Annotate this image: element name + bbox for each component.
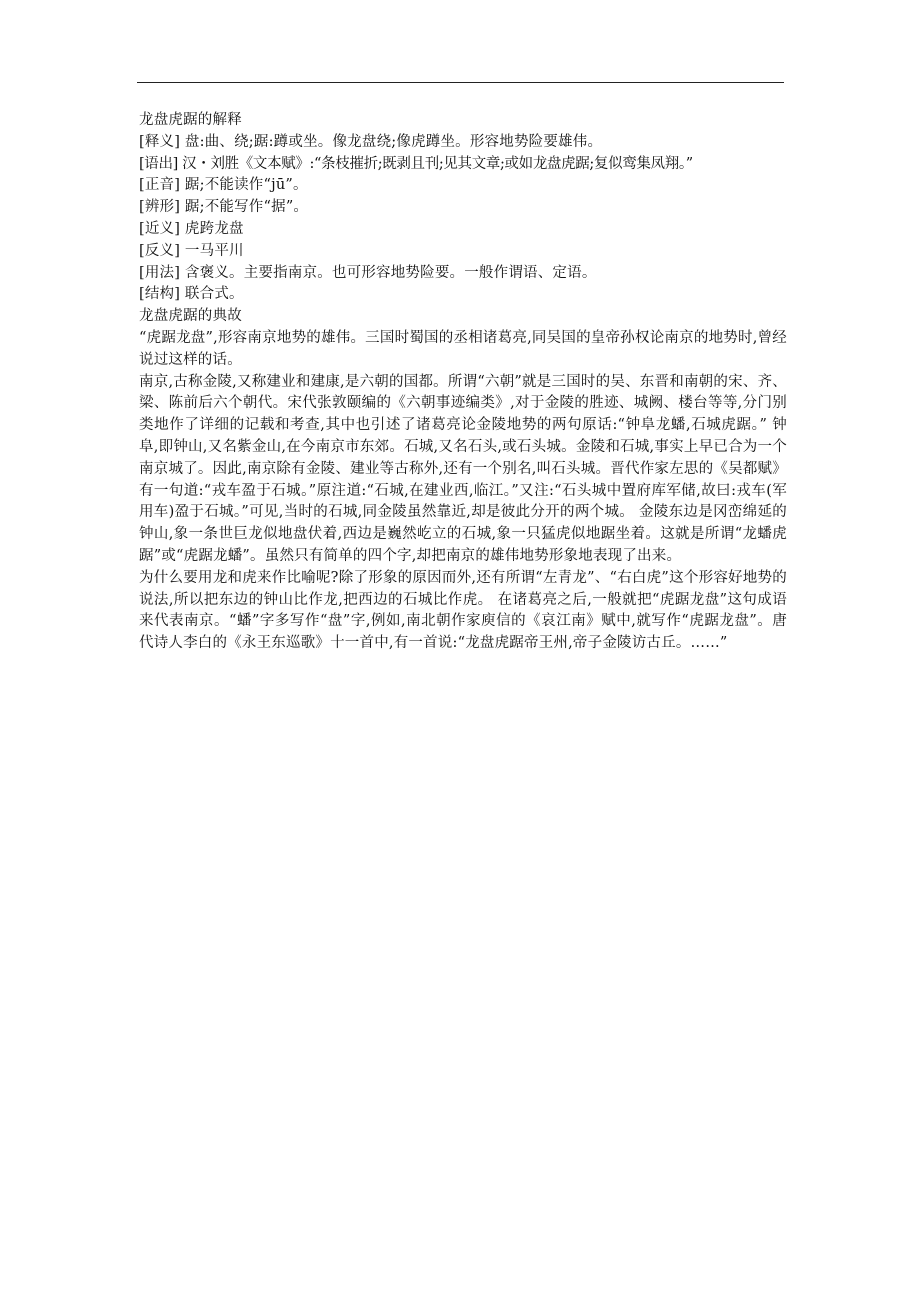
definition-synonym: [近义] 虎跨龙盘 [139,220,244,237]
section-heading-explanation: 龙盘虎踞的解释 [139,112,242,128]
section-heading-allusion: 龙盘虎踞的典故 [139,308,242,325]
allusion-paragraph-2: 南京,古称金陵,又称建业和建康,是六朝的国都。所谓“六朝”就是三国时的吴、东晋和南朝的宋、齐、梁、陈前后六个朝代。宋代张敦颐编的《六朝事迹编类》,对于金陵的胜迹、城阙、楼台等等,分门别类地作了详细的记载和考查,其中也引述了诸葛亮论金陵地势的两句原话:“钟阜龙蟠,石城虎踞。” 钟阜,即钟山,又名紫金山,在今南京市东郊。石城,又名石头,或石头城。金陵和石城,事实上早已合为一个南京城了。因此,南京除有金陵、建业等古称外,还有一个别名,叫石头城。晋代作家左思的《吴都赋》有一句道:“戎车盈于石城。”原注道:“石城,在建业西,临江。”又注:“石头城中置府库军储,故曰:戎车(军用车)盈于石城。”可见,当时的石城,同金陵虽然靠近,却是彼此分开的两个城。 金陵东边是冈峦绵延的钟山,象一条世巨龙似地盘伏着,西边是巍然屹立的石城,象一只猛虎似地踞坐着。这就是所谓“龙蟠虎踞”或“虎踞龙蟠”。虽然只有简单的四个字,却把南京的雄伟地势形象地表现了出来。 [139,373,787,564]
definition-meaning: [释义] 盘:曲、绕;踞:蹲或坐。像龙盘绕;像虎蹲坐。形容地势险要雄伟。 [139,133,603,150]
definition-structure: [结构] 联合式。 [139,286,244,303]
header-rule [137,82,784,83]
allusion-paragraph-3: 为什么要用龙和虎来作比喻呢?除了形象的原因而外,还有所谓“左青龙”、“右白虎”这个形容好地势的说法,所以把东边的钟山比作龙,把西边的石城比作虎。 在诸葛亮之后,一般就把“虎踞龙盘”这句成语来代表南京。“蟠”字多写作“盘”字,例如,南北朝作家庾信的《哀江南》赋中,就写作“虎踞龙盘”。唐代诗人李白的《永王东巡歌》十一首中,有一首说:“龙盘虎踞帝王州,帝子金陵访古丘。……” [139,569,787,652]
definition-form: [辨形] 踞;不能写作“据”。 [139,199,309,216]
allusion-paragraph-1: “虎踞龙盘”,形容南京地势的雄伟。三国时蜀国的丞相诸葛亮,同吴国的皇帝孙权论南京的地势时,曾经说过这样的话。 [139,329,787,368]
document-body [139,110,787,655]
definition-pronunciation: [正音] 踞;不能读作“jū”。 [139,177,308,194]
definition-antonym: [反义] 一马平川 [139,242,244,259]
definition-usage: [用法] 含褒义。主要指南京。也可形容地势险要。一般作谓语、定语。 [139,264,597,281]
definition-source: [语出] 汉・刘胜《文本赋》:“条枝摧折;既剥且刊;见其文章;或如龙盘虎踞;复似鸾集凤翔。” [139,155,693,172]
